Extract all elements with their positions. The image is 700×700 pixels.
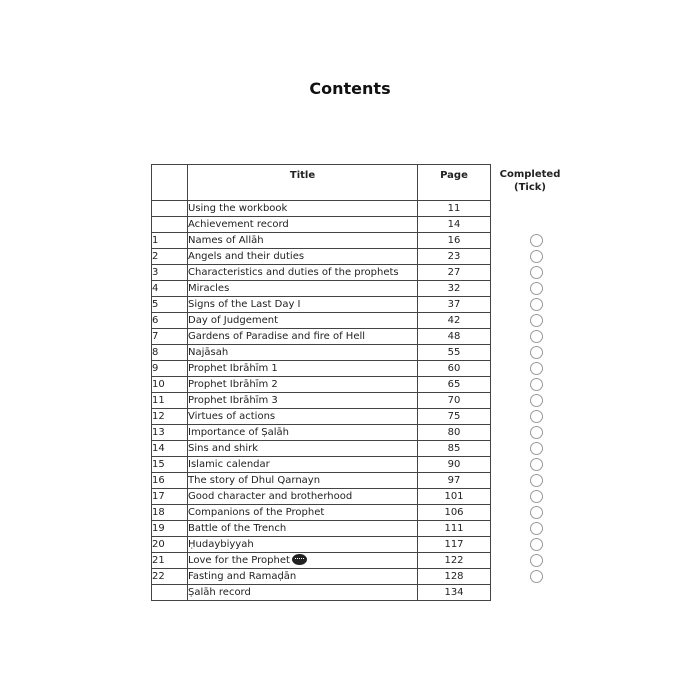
row-title: Signs of the Last Day I xyxy=(188,299,301,310)
row-number: 15 xyxy=(152,457,188,473)
row-title: Gardens of Paradise and fire of Hell xyxy=(188,331,366,342)
row-number: 5 xyxy=(152,297,188,313)
row-title-cell xyxy=(188,265,418,281)
completed-tick-circle[interactable] xyxy=(530,474,543,487)
table-row xyxy=(152,585,491,601)
row-title-cell xyxy=(188,585,418,601)
row-page: 106 xyxy=(418,505,491,521)
row-page: 117 xyxy=(418,537,491,553)
row-title-cell xyxy=(188,297,418,313)
row-number: 13 xyxy=(152,425,188,441)
row-number: 6 xyxy=(152,313,188,329)
row-title-cell xyxy=(188,425,418,441)
completed-tick-circle[interactable] xyxy=(530,522,543,535)
row-number: 8 xyxy=(152,345,188,361)
row-page: 97 xyxy=(418,473,491,489)
header-title: Title xyxy=(188,165,418,201)
row-title: Prophet Ibrāhīm 2 xyxy=(188,379,278,390)
completed-header xyxy=(490,168,570,194)
row-number xyxy=(152,201,188,217)
row-page: 16 xyxy=(418,233,491,249)
row-title-cell xyxy=(188,313,418,329)
row-title-cell xyxy=(188,489,418,505)
row-page: 65 xyxy=(418,377,491,393)
row-title: Najāsah xyxy=(188,347,229,358)
row-page: 32 xyxy=(418,281,491,297)
row-title: Virtues of actions xyxy=(188,411,276,422)
row-page: 75 xyxy=(418,409,491,425)
header-page: Page xyxy=(418,165,491,201)
row-title-cell xyxy=(188,569,418,585)
row-title-cell xyxy=(188,217,418,233)
row-title-cell xyxy=(188,377,418,393)
row-number: 21 xyxy=(152,553,188,569)
row-title: Angels and their duties xyxy=(188,251,305,262)
table-row xyxy=(152,217,491,233)
row-title: Names of Allāh xyxy=(188,235,264,246)
table-row xyxy=(152,233,491,249)
table-row xyxy=(152,457,491,473)
table-row xyxy=(152,505,491,521)
completed-tick-circle[interactable] xyxy=(530,442,543,455)
row-title: Using the workbook xyxy=(188,203,288,214)
row-page: 23 xyxy=(418,249,491,265)
row-number xyxy=(152,585,188,601)
table-row xyxy=(152,553,491,569)
row-title: Miracles xyxy=(188,283,230,294)
row-page: 128 xyxy=(418,569,491,585)
table-row xyxy=(152,489,491,505)
table-row xyxy=(152,537,491,553)
completed-tick-circle[interactable] xyxy=(530,538,543,551)
row-page: 134 xyxy=(418,585,491,601)
row-title-cell xyxy=(188,409,418,425)
completed-tick-circle[interactable] xyxy=(530,298,543,311)
row-title: Characteristics and duties of the prophets xyxy=(188,267,399,278)
row-title: Day of Judgement xyxy=(188,315,279,326)
row-number: 20 xyxy=(152,537,188,553)
row-number: 18 xyxy=(152,505,188,521)
table-row xyxy=(152,521,491,537)
completed-tick-circle[interactable] xyxy=(530,330,543,343)
row-title-cell xyxy=(188,249,418,265)
row-title: Ḥudaybiyyah xyxy=(188,539,254,550)
completed-tick-circle[interactable] xyxy=(530,410,543,423)
row-title-cell xyxy=(188,201,418,217)
row-number: 4 xyxy=(152,281,188,297)
row-page: 90 xyxy=(418,457,491,473)
row-page: 37 xyxy=(418,297,491,313)
completed-tick-circle[interactable] xyxy=(530,266,543,279)
row-title: The story of Dhul Qarnayn xyxy=(188,475,321,486)
row-title-cell xyxy=(188,345,418,361)
row-title-cell xyxy=(188,233,418,249)
row-title: Prophet Ibrāhīm 3 xyxy=(188,395,278,406)
completed-tick-circle[interactable] xyxy=(530,362,543,375)
table-row xyxy=(152,265,491,281)
row-title: Islamic calendar xyxy=(188,459,270,470)
table-row xyxy=(152,297,491,313)
row-page: 55 xyxy=(418,345,491,361)
table-row xyxy=(152,441,491,457)
completed-tick-circle[interactable] xyxy=(530,378,543,391)
row-page: 27 xyxy=(418,265,491,281)
row-title: Prophet Ibrāhīm 1 xyxy=(188,363,278,374)
row-title: Achievement record xyxy=(188,219,289,230)
completed-tick-circle[interactable] xyxy=(530,506,543,519)
row-title-cell xyxy=(188,537,418,553)
row-title-cell xyxy=(188,505,418,521)
completed-tick-circle[interactable] xyxy=(530,490,543,503)
table-row xyxy=(152,393,491,409)
row-title: Sins and shirk xyxy=(188,443,259,454)
row-title: Fasting and Ramaḍān xyxy=(188,571,297,582)
row-number: 14 xyxy=(152,441,188,457)
row-number: 22 xyxy=(152,569,188,585)
completed-tick-circle[interactable] xyxy=(530,554,543,567)
row-number: 17 xyxy=(152,489,188,505)
page-title: Contents xyxy=(309,79,391,98)
row-page: 14 xyxy=(418,217,491,233)
header-number xyxy=(152,165,188,201)
row-title: Ṣalāh record xyxy=(188,587,251,598)
row-page: 70 xyxy=(418,393,491,409)
completed-tick-circle[interactable] xyxy=(530,426,543,439)
table-header-row xyxy=(152,165,491,201)
row-number xyxy=(152,217,188,233)
row-number: 19 xyxy=(152,521,188,537)
row-page: 11 xyxy=(418,201,491,217)
row-number: 12 xyxy=(152,409,188,425)
row-number: 3 xyxy=(152,265,188,281)
row-title: Companions of the Prophet xyxy=(188,507,325,518)
row-page: 42 xyxy=(418,313,491,329)
completed-tick-circle[interactable] xyxy=(530,282,543,295)
row-title-cell xyxy=(188,329,418,345)
row-page: 101 xyxy=(418,489,491,505)
row-page: 85 xyxy=(418,441,491,457)
contents-table xyxy=(151,164,491,601)
row-number: 1 xyxy=(152,233,188,249)
table-row xyxy=(152,569,491,585)
row-number: 7 xyxy=(152,329,188,345)
table-row xyxy=(152,329,491,345)
completed-tick-circle[interactable] xyxy=(530,250,543,263)
row-number: 10 xyxy=(152,377,188,393)
row-page: 60 xyxy=(418,361,491,377)
row-page: 48 xyxy=(418,329,491,345)
row-title-cell xyxy=(188,361,418,377)
table-row xyxy=(152,473,491,489)
row-title: Battle of the Trench xyxy=(188,523,287,534)
completed-header-label: Completed xyxy=(499,169,561,180)
table-row xyxy=(152,281,491,297)
table-row xyxy=(152,345,491,361)
completed-tick-circle[interactable] xyxy=(530,458,543,471)
completed-tick-circle[interactable] xyxy=(530,570,543,583)
row-number: 16 xyxy=(152,473,188,489)
table-row xyxy=(152,313,491,329)
row-page: 111 xyxy=(418,521,491,537)
row-page: 80 xyxy=(418,425,491,441)
row-title: Good character and brotherhood xyxy=(188,491,353,502)
row-title: Importance of Ṣalāh xyxy=(188,427,290,438)
table-row xyxy=(152,425,491,441)
completed-tick-circle[interactable] xyxy=(530,234,543,247)
row-title-cell xyxy=(188,441,418,457)
salutation-seal-icon xyxy=(292,554,307,565)
row-number: 11 xyxy=(152,393,188,409)
table-row xyxy=(152,249,491,265)
table-row xyxy=(152,409,491,425)
row-title-cell xyxy=(188,473,418,489)
row-title-cell xyxy=(188,457,418,473)
table-row xyxy=(152,361,491,377)
row-number: 2 xyxy=(152,249,188,265)
row-title-cell xyxy=(188,393,418,409)
completed-tick-circle[interactable] xyxy=(530,394,543,407)
table-row xyxy=(152,377,491,393)
row-title-cell xyxy=(188,281,418,297)
row-number: 9 xyxy=(152,361,188,377)
row-title-cell xyxy=(188,521,418,537)
row-title: Love for the Prophet xyxy=(188,555,290,566)
row-page: 122 xyxy=(418,553,491,569)
completed-header-sublabel: (Tick) xyxy=(514,182,546,193)
completed-tick-circle[interactable] xyxy=(530,346,543,359)
row-title-cell xyxy=(188,553,418,569)
completed-tick-circle[interactable] xyxy=(530,314,543,327)
contents-table-body xyxy=(152,201,491,601)
table-row xyxy=(152,201,491,217)
